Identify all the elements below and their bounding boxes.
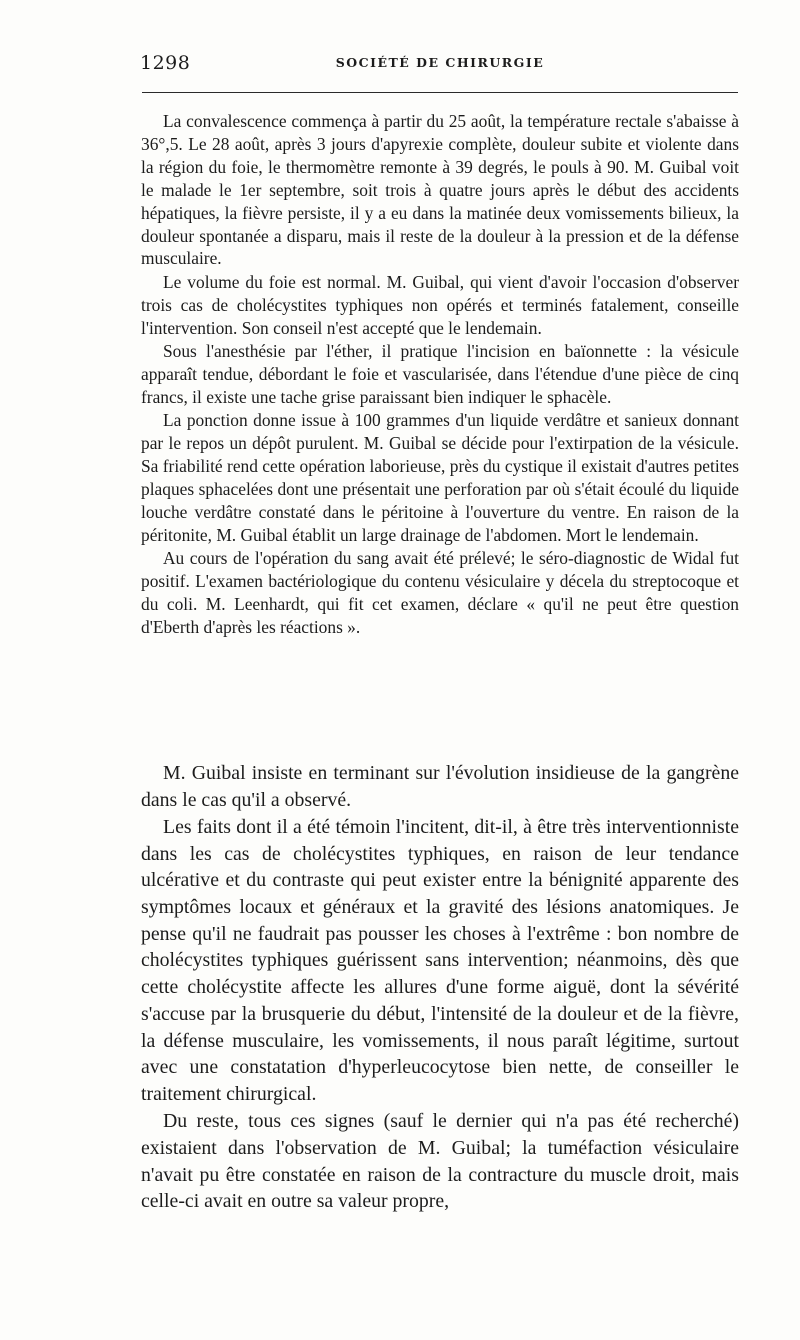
quote-paragraph: Au cours de l'opération du sang avait été prélevé; le séro-diagnostic de Widal fut positif. L'examen bactériologique du contenu vésiculaire y décela du streptocoque et du coli. M. Leenhardt, qui fit cet examen, déclare « qu'il ne peut être question d'Eberth d'après les réactions ». [141, 548, 739, 637]
page-number: 1298 [140, 52, 191, 74]
header-rule [142, 92, 738, 93]
body-paragraph: Du reste, tous ces signes (sauf le dernier qui n'a pas été recherché) existaient dans l'observation de M. Guibal; la tuméfaction vésiculaire n'avait pu être constatée en raison de la contracture du muscle droit, mais celle-ci avait en outre sa valeur propre, [141, 1110, 739, 1213]
case-report-quote [141, 110, 739, 639]
body-paragraph: Les faits dont il a été témoin l'incitent, dit-il, à être très interventionniste dans les cas de cholécystites typhiques, en raison de leur tendance ulcérative et du contraste qui peut exister entre la bénignité apparente des symptômes locaux et généraux et la gravité des lésions anatomiques. Je pense qu'il ne faudrait pas pousser les choses à l'extrême : bon nombre de cholécystites typhiques guérissent sans intervention; néanmoins, dès que cette cholécystite affecte les allures d'une forme aiguë, dont la sévérité s'accuse par la brusquerie du début, l'intensité de la douleur et de la fièvre, la défense musculaire, les vomissements, il nous paraît légitime, surtout avec une constatation d'hyperleucocytose bien nette, de conseiller le traitement chirurgical. [141, 815, 739, 1105]
commentary-text [141, 760, 739, 1215]
quote-paragraph: La ponction donne issue à 100 grammes d'un liquide verdâtre et sanieux donnant par le repos un dépôt purulent. M. Guibal se décide pour l'extirpation de la vésicule. Sa friabilité rend cette opération laborieuse, près du cystique il existait d'autres petites plaques sphacelées dont une présentait une perforation par où s'était écoulé du liquide louche verdâtre constaté dans le péritoine à l'ouverture du ventre. En raison de la péritonite, M. Guibal établit un large drainage de l'abdomen. Mort le lendemain. [141, 410, 739, 545]
quote-paragraph: Sous l'anesthésie par l'éther, il pratique l'incision en baïonnette : la vésicule apparaît tendue, débordant le foie et vascularisée, dans l'étendue d'une pièce de cinq francs, il existe une tache grise paraissant bien indiquer le sphacèle. [141, 341, 739, 407]
page-header [140, 52, 740, 78]
quote-paragraph: La convalescence commença à partir du 25 août, la température rectale s'abaisse à 36°,5. Le 28 août, après 3 jours d'apyrexie complète, douleur subite et violente dans la région du foie, le thermomètre remonte à 39 degrés, le pouls à 90. M. Guibal voit le malade le 1er septembre, soit trois à quatre jours après le début des accidents hépatiques, la fièvre persiste, il y a eu dans la matinée deux vomissements bilieux, la douleur spontanée a disparu, mais il reste de la douleur à la pression et de la défense musculaire. [141, 111, 739, 269]
body-paragraph: M. Guibal insiste en terminant sur l'évolution insidieuse de la gangrène dans le cas qu'il a observé. [141, 762, 739, 811]
quote-paragraph: Le volume du foie est normal. M. Guibal, qui vient d'avoir l'occasion d'observer trois cas de cholécystites typhiques non opérés et terminés fatalement, conseille l'intervention. Son conseil n'est accepté que le lendemain. [141, 271, 739, 338]
running-head: SOCIÉTÉ DE CHIRURGIE [335, 55, 545, 70]
